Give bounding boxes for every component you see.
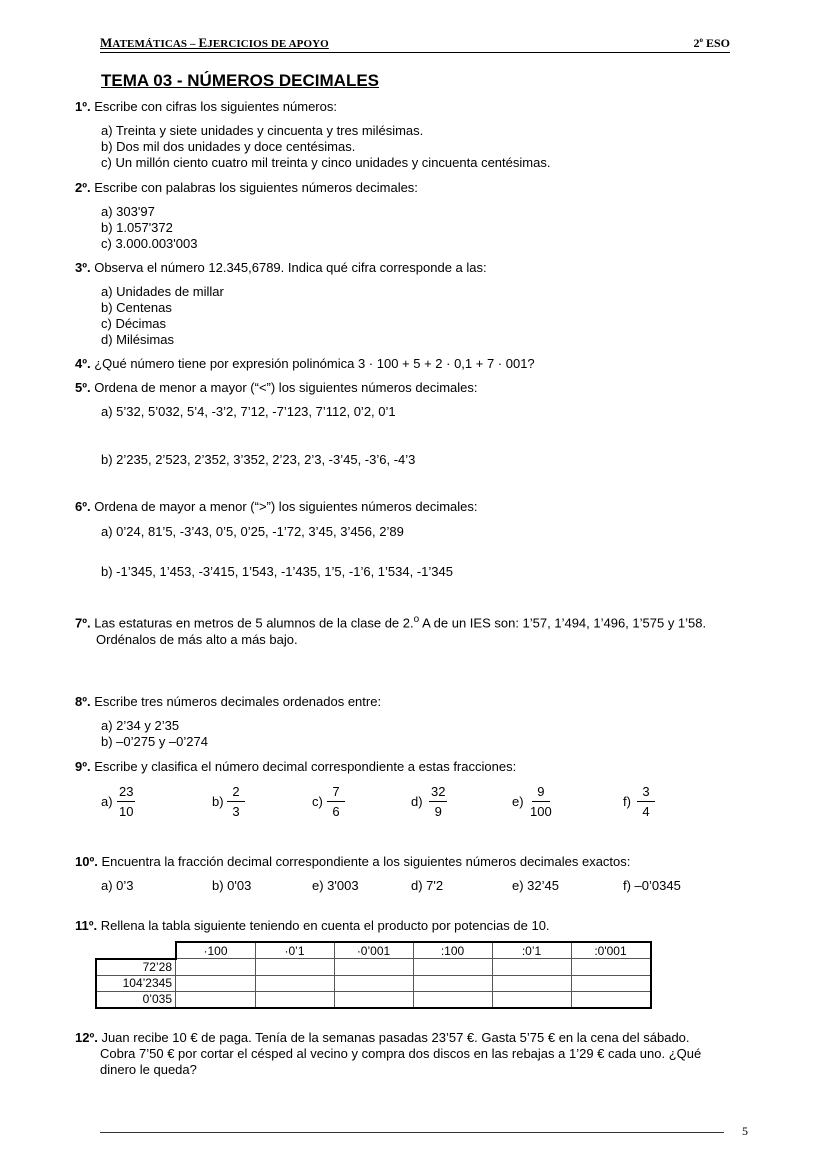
- table-cell[interactable]: [571, 991, 651, 1008]
- table-cell[interactable]: [571, 959, 651, 976]
- fraction-denominator: 9: [434, 804, 442, 819]
- list-item: b) –0’275 y –0’274: [101, 734, 208, 749]
- header-subject: [100, 35, 329, 51]
- table-column-header: ·0’1: [255, 942, 334, 959]
- problem-10: [75, 854, 630, 869]
- header-course-text: ESO: [702, 36, 730, 50]
- problem-number: 10º.: [75, 854, 98, 869]
- fraction-label: e): [512, 794, 524, 809]
- list-item: a) 0’24, 81’5, -3’43, 0’5, 0’25, -1’72, 3’45, 3’456, 2’89: [101, 524, 404, 539]
- problem-text-line2: Cobra 7’50 € por cortar el césped al vecino y compra dos discos en las rebajas a 1’29 € cada uno. ¿Qué: [100, 1046, 702, 1061]
- list-item: d) 7'2: [411, 878, 444, 893]
- fraction: [637, 784, 655, 819]
- problem-text: Ordena de mayor a menor (“>”) los siguientes números decimales:: [90, 499, 478, 514]
- table-cell[interactable]: [413, 959, 492, 976]
- table-cell[interactable]: [176, 959, 256, 976]
- problem-2-items: [101, 204, 197, 252]
- fraction-numerator: 7: [327, 784, 345, 802]
- header-initial-e: E: [198, 35, 208, 50]
- problem-text: Ordena de menor a mayor (“<”) los siguientes números decimales:: [90, 380, 478, 395]
- list-item: c) Un millón ciento cuatro mil treinta y cinco unidades y cincuenta centésimas.: [101, 155, 551, 170]
- problem-text: Escribe con palabras los siguientes números decimales:: [90, 180, 418, 195]
- list-item: a) Treinta y siete unidades y cincuenta y tres milésimas.: [101, 123, 424, 138]
- header-course-num: 2: [693, 36, 700, 50]
- list-item: b) 1.057'372: [101, 220, 173, 235]
- list-item: b) Centenas: [101, 300, 172, 315]
- list-item: b) -1’345, 1’453, -3’415, 1’543, -1’435, 1’5, -1’6, 1’534, -1’345: [101, 564, 453, 579]
- header-course: [693, 36, 730, 51]
- list-item: a) 2’34 y 2’35: [101, 718, 180, 733]
- problem-6: [75, 499, 478, 514]
- problem-number: 1º.: [75, 99, 91, 114]
- fraction-label: c): [312, 794, 323, 809]
- fraction-numerator: 2: [227, 784, 245, 802]
- table-row-label: 0’035: [96, 991, 176, 1008]
- table-cell[interactable]: [255, 959, 334, 976]
- table-cell[interactable]: [255, 975, 334, 991]
- footer-rule: [100, 1132, 724, 1133]
- fraction: [327, 784, 345, 819]
- table-corner: [96, 942, 176, 959]
- problem-text: Escribe y clasifica el número decimal correspondiente a estas fracciones:: [90, 759, 517, 774]
- problem-3: [75, 260, 487, 275]
- table-cell[interactable]: [492, 975, 571, 991]
- table-cell[interactable]: [413, 975, 492, 991]
- problem-text: ¿Qué número tiene por expresión polinómica 3 · 100 + 5 + 2 · 0,1 + 7 · 001?: [90, 356, 535, 371]
- list-item: a) 0’3: [101, 878, 134, 893]
- problem-11: [75, 918, 550, 933]
- problem-number: 12º.: [75, 1030, 98, 1045]
- header-initial-m: M: [100, 35, 113, 50]
- problem-text: Observa el número 12.345,6789. Indica qué cifra corresponde a las:: [90, 260, 487, 275]
- table-column-header: :0'001: [571, 942, 651, 959]
- list-item: b) Dos mil dos unidades y doce centésimas.: [101, 139, 356, 154]
- page-number: 5: [742, 1124, 748, 1138]
- table-header-row: [96, 942, 651, 959]
- fraction-numerator: 23: [117, 784, 135, 802]
- list-item: b) 2’235, 2’523, 2’352, 3’352, 2’23, 2’3, -3’45, -3’6, -4’3: [101, 452, 416, 467]
- ordinal-sup: o: [413, 614, 420, 625]
- problem-1-items: [101, 123, 550, 171]
- page-title: TEMA 03 - NÚMEROS DECIMALES: [101, 71, 380, 90]
- list-item: e) 3'003: [312, 878, 359, 893]
- table-column-header: :0’1: [492, 942, 571, 959]
- problem-text-cont: A de un IES son: 1’57, 1’494, 1’496, 1’575 y 1’58.: [419, 615, 707, 631]
- table-column-header: :100: [413, 942, 492, 959]
- fraction-denominator: 100: [530, 804, 552, 819]
- fraction-denominator: 10: [119, 804, 134, 819]
- problem-2: [75, 180, 418, 195]
- problem-text: Encuentra la fracción decimal correspondiente a los siguientes números decimales exactos:: [97, 854, 631, 869]
- fraction: [530, 784, 552, 819]
- problem-text: Las estaturas en metros de 5 alumnos de la clase de 2.: [90, 615, 414, 631]
- table-row-label: 72’28: [96, 959, 176, 976]
- fraction-denominator: 6: [332, 804, 340, 819]
- problem-text: Escribe con cifras los siguientes números:: [90, 99, 337, 114]
- table-row: [96, 991, 651, 1008]
- table-cell[interactable]: [176, 975, 256, 991]
- problem-text-line2: Ordénalos de más alto a más bajo.: [96, 632, 298, 647]
- table-cell[interactable]: [334, 959, 413, 976]
- table-column-header: ·100: [176, 942, 256, 959]
- fraction-numerator: 3: [637, 784, 655, 802]
- header-dash: –: [187, 38, 199, 50]
- problem-number: 9º.: [75, 759, 91, 774]
- fraction-label: f): [623, 794, 631, 809]
- problem-number: 5º.: [75, 380, 91, 395]
- fraction-numerator: 9: [532, 784, 550, 802]
- list-item: a) 5’32, 5’032, 5’4, -3’2, 7’12, -7’123, 7’112, 0’2, 0’1: [101, 404, 396, 419]
- header-text-part1: ATEMÁTICAS: [112, 38, 188, 50]
- problem-8: [75, 694, 381, 709]
- fraction-numerator: 32: [429, 784, 447, 802]
- table-cell[interactable]: [255, 991, 334, 1008]
- table-cell[interactable]: [176, 991, 256, 1008]
- powers-of-ten-table: [95, 941, 652, 1009]
- problem-7: [75, 614, 706, 630]
- table-cell[interactable]: [334, 975, 413, 991]
- list-item: c) 3.000.003'003: [101, 236, 198, 251]
- problem-number: 6º.: [75, 499, 91, 514]
- list-item: e) 32’45: [512, 878, 559, 893]
- table-cell[interactable]: [334, 991, 413, 1008]
- list-item: f) –0’0345: [623, 878, 681, 893]
- list-item: a) Unidades de millar: [101, 284, 224, 299]
- table-row: [96, 959, 651, 976]
- problem-number: 2º.: [75, 180, 91, 195]
- problem-text: Escribe tres números decimales ordenados entre:: [90, 694, 382, 709]
- table-row: [96, 975, 651, 991]
- table-cell[interactable]: [571, 975, 651, 991]
- problem-8-items: [101, 718, 208, 750]
- problem-4: [75, 356, 535, 371]
- fraction: [227, 784, 245, 819]
- table-row-label: 104’2345: [96, 975, 176, 991]
- fraction-label: b): [212, 794, 224, 809]
- problem-9: [75, 759, 516, 774]
- fraction-denominator: 3: [232, 804, 240, 819]
- list-item: a) 303'97: [101, 204, 155, 219]
- fraction: [429, 784, 447, 819]
- header-course-sup: o: [699, 36, 703, 44]
- problem-text-line3: dinero le queda?: [100, 1062, 197, 1077]
- fraction-label: a): [101, 794, 113, 809]
- header-text-part2: JERCICIOS DE APOYO: [207, 38, 329, 50]
- table-column-header: ·0’001: [334, 942, 413, 959]
- fraction: [117, 784, 135, 819]
- problem-number: 8º.: [75, 694, 91, 709]
- problem-12: [75, 1030, 690, 1045]
- list-item: c) Décimas: [101, 316, 167, 331]
- problem-number: 11º.: [75, 918, 98, 933]
- problem-number: 4º.: [75, 356, 91, 371]
- table-cell[interactable]: [413, 991, 492, 1008]
- table-cell[interactable]: [492, 991, 571, 1008]
- table-cell[interactable]: [492, 959, 571, 976]
- list-item: d) Milésimas: [101, 332, 174, 347]
- fraction-label: d): [411, 794, 423, 809]
- problem-number: 7º.: [75, 615, 91, 631]
- problem-5: [75, 380, 478, 395]
- list-item: b) 0'03: [212, 878, 252, 893]
- problem-number: 3º.: [75, 260, 91, 275]
- fraction-denominator: 4: [642, 804, 650, 819]
- page-header: [100, 35, 730, 53]
- problem-3-items: [101, 284, 224, 348]
- problem-1: [75, 99, 337, 114]
- problem-text: Rellena la tabla siguiente teniendo en cuenta el producto por potencias de 10.: [97, 918, 550, 933]
- problem-text: Juan recibe 10 € de paga. Tenía de la semanas pasadas 23’57 €. Gasta 5’75 € en la cena del sábado.: [97, 1030, 690, 1045]
